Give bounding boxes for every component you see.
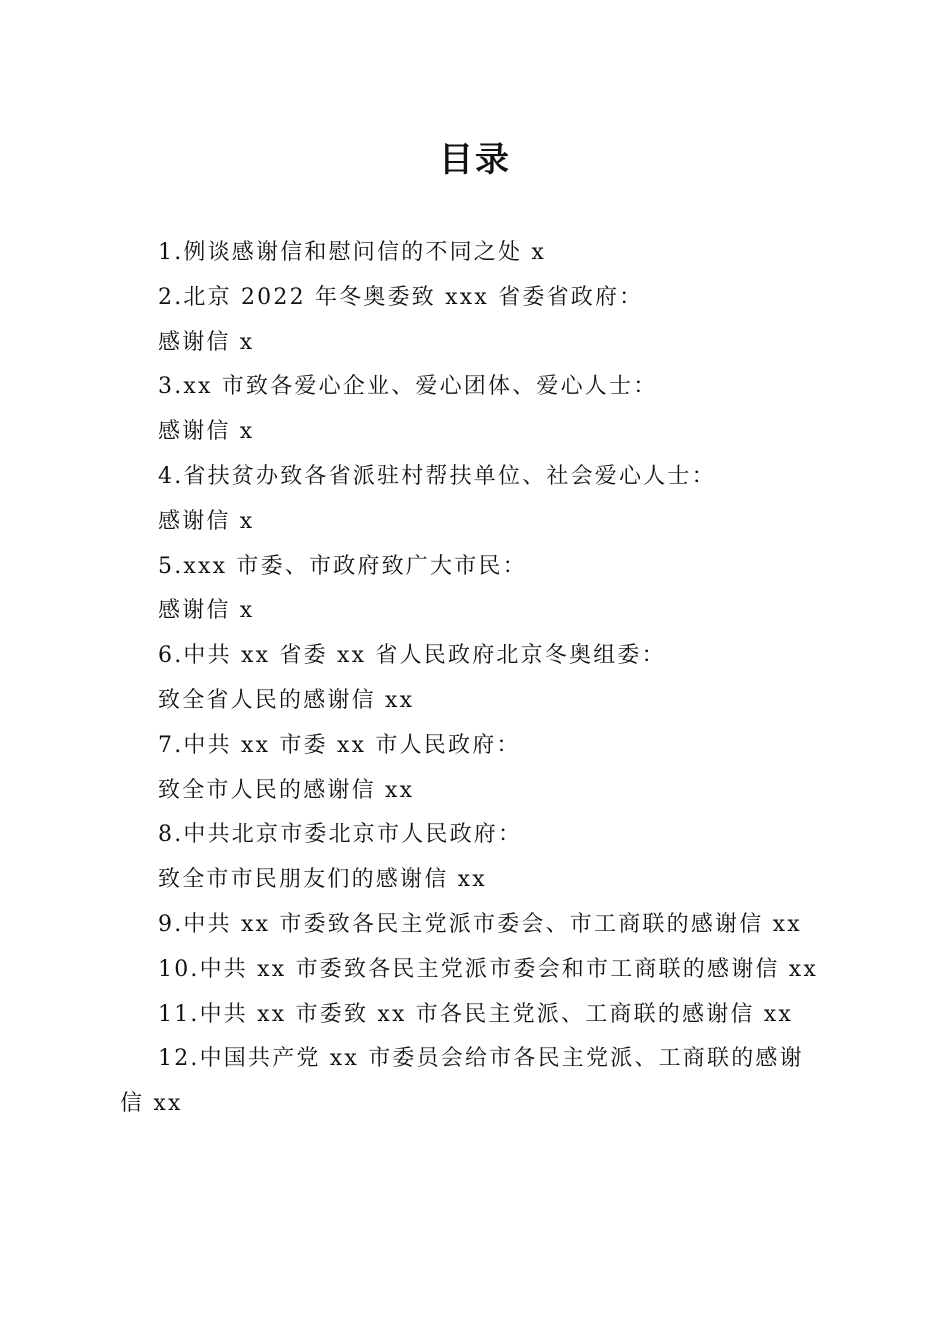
toc-line: 信 xx [120, 1091, 183, 1117]
toc-line: 感谢信 x [158, 508, 255, 534]
toc-line: 7.中共 xx 市委 xx 市人民政府： [158, 732, 521, 758]
toc-line: 感谢信 x [158, 329, 255, 355]
toc-line: 致全市人民的感谢信 xx [158, 777, 415, 803]
toc-line: 12.中国共产党 xx 市委员会给市各民主党派、工商联的感谢 [158, 1046, 804, 1072]
toc-line: 6.中共 xx 省委 xx 省人民政府北京冬奥组委： [158, 643, 666, 669]
page-title: 目录 [439, 140, 511, 180]
toc-line: 4.省扶贫办致各省派驻村帮扶单位、社会爱心人士： [158, 463, 716, 489]
toc-line: 致全省人民的感谢信 xx [158, 687, 415, 713]
toc-line: 8.中共北京市委北京市人民政府： [158, 822, 523, 848]
toc-line: 11.中共 xx 市委致 xx 市各民主党派、工商联的感谢信 xx [158, 1001, 793, 1027]
toc-line: 致全市市民朋友们的感谢信 xx [158, 867, 487, 893]
toc-line: 1.例谈感谢信和慰问信的不同之处 x [158, 240, 546, 265]
toc-line: 感谢信 x [158, 598, 255, 624]
toc-line: 5.xxx 市委、市政府致广大市民： [158, 553, 527, 579]
toc-line: 9.中共 xx 市委致各民主党派市委会、市工商联的感谢信 xx [158, 911, 802, 937]
toc-line: 2.北京 2022 年冬奥委致 xxx 省委省政府： [158, 284, 644, 310]
toc-line: 10.中共 xx 市委致各民主党派市委会和市工商联的感谢信 xx [158, 956, 818, 982]
table-of-contents [120, 231, 830, 1127]
toc-line: 感谢信 x [158, 419, 255, 445]
toc-line: 3.xx 市致各爱心企业、爱心团体、爱心人士： [158, 374, 658, 400]
